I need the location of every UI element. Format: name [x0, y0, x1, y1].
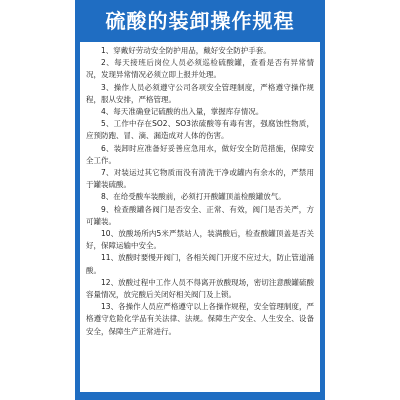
- rule-item: 3、操作人员必须遵守公司各项安全管理制度，严格遵守操作规程，服从安排，严格管理。: [86, 82, 314, 104]
- rule-item: 12、放酸过程中工作人员不得离开放酸现场，密切注意酸罐硫酸容量情况，放完酸后关闭好相关阀门及上锁。: [86, 277, 314, 300]
- rule-item: 8、在给受酸车装酸前，必须打开酸罐顶盖检酸罐放气。: [101, 192, 286, 202]
- rule-item: 5、工作中存在SO2、SO3浓硫酸等有毒有害，强腐蚀性物质，应预防跑、冒、滴、漏造成对人体的伤害。: [86, 119, 314, 141]
- sign-title: 硫酸的装卸操作规程: [105, 9, 295, 33]
- rule-item: 7、对装运过其它物质而没有清洗干净或罐内有余水的，严禁用于罐装硫酸。: [86, 168, 314, 190]
- rule-item: 9、检查酸罐各阀门是否安全、正常、有效，阀门是否关严，方可罐装。: [86, 204, 314, 226]
- rule-item: 10、放酸场所内5米严禁站人，装满酸后，检查酸罐顶盖是否关好，保障运输中安全。: [86, 229, 314, 251]
- safety-sign: [75, 0, 325, 400]
- rule-item: 13、各操作人员应严格遵守以上各操作规程，安全管理制度，严格遵守危险化学品有关法律、法规。保障生产安全、人生安全、设备安全，保障生产正常进行。: [86, 302, 314, 336]
- rule-item: 4、每天准确登记硫酸的出入量，掌握库存情况。: [101, 107, 264, 117]
- rules-panel: [80, 42, 320, 392]
- rule-item: 1、穿戴好劳动安全防护用品，戴好安全防护手套。: [101, 46, 271, 55]
- rule-item: 6、装卸时应准备好妥善应急用水，做好安全防范措施，保障安全工作。: [86, 143, 314, 165]
- rule-item: 2、每天接班后岗位人员必须巡检硫酸罐，查看是否有异常情况，发现异常情况必须立即上报并处理。: [86, 58, 314, 80]
- rule-item: 11、放酸时要慢开阀门，各相关阀门开度不应过大，防止管道涌酸。: [86, 253, 314, 275]
